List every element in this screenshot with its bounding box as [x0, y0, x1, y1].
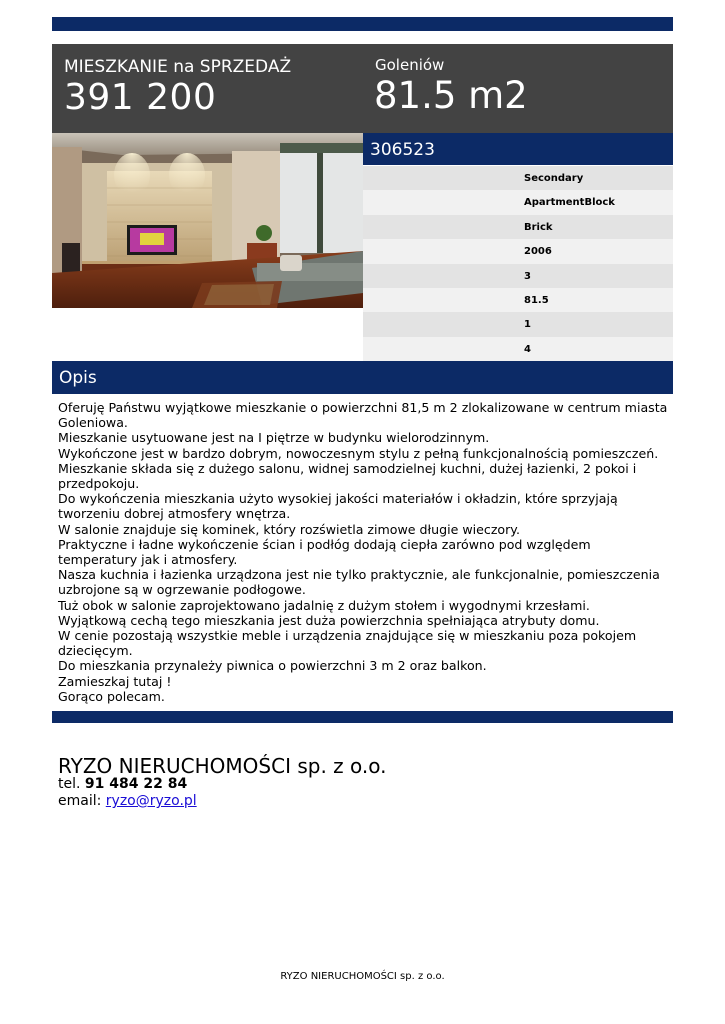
phone-line	[58, 776, 187, 792]
description-line: Praktyczne i ładne wykończenie ścian i podłóg dodają ciepła zarówno pod względem temperatury jak i atmosfery.	[58, 536, 591, 568]
description-heading-bar	[52, 361, 673, 394]
description-line: W salonie znajduje się kominek, który rozświetla zimowe długie wieczory.	[58, 521, 520, 537]
description-line: Mieszkanie składa się z dużego salonu, widnej samodzielnej kuchni, dużej łazienki, 2 pokoi i przedpokoju.	[58, 460, 637, 492]
description-line: Wykończone jest w bardzo dobrym, nowoczesnym stylu z pełną funkcjonalnością pomieszczeń.	[58, 445, 659, 461]
properties-table	[363, 166, 673, 361]
property-value: ApartmentBlock	[524, 197, 615, 209]
area: 81.5 m2	[374, 74, 528, 117]
city: Goleniów	[375, 56, 445, 74]
description-heading: Opis	[59, 368, 97, 388]
property-row	[363, 337, 673, 361]
property-value: Secondary	[524, 173, 584, 184]
email-link[interactable]: ryzo@ryzo.pl	[105, 793, 197, 809]
offer-type: MIESZKANIE na SPRZEDAŻ	[64, 57, 292, 77]
property-row	[363, 215, 673, 239]
property-value: Brick	[524, 221, 553, 233]
description-line: Zamieszkaj tutaj !	[58, 673, 172, 689]
apartment-photo	[52, 133, 363, 308]
property-row	[363, 264, 673, 288]
property-row	[363, 239, 673, 263]
description-line: W cenie pozostają wszystkie meble i urządzenia znajdujące się w mieszkaniu poza pokojem dziecięcym.	[58, 628, 637, 659]
description-line: Tuż obok w salonie zaprojektowano jadalnię z dużym stołem i wygodnymi krzesłami.	[58, 597, 590, 613]
description-text	[58, 400, 670, 704]
description-line: Nasza kuchnia i łazienka urządzona jest nie tylko praktycznie, ale funkcjonalnie, pomieszczenia uzbrojone są w ogrzewanie podłogowe.	[58, 567, 660, 598]
property-value: 2006	[524, 246, 552, 258]
phone-label: tel.	[58, 776, 81, 792]
description-line: Do mieszkania przynależy piwnica o powierzchni 3 m 2 oraz balkon.	[58, 658, 487, 674]
property-row	[363, 312, 673, 336]
description-line: Gorąco polecam.	[58, 688, 165, 704]
phone-number: 91 484 22 84	[84, 776, 188, 792]
company-name: RYZO NIERUCHOMOŚCI sp. z o.o.	[58, 754, 387, 778]
property-row	[363, 190, 673, 214]
listing-id-bar	[363, 133, 673, 165]
description-line: Mieszkanie usytuowane jest na I piętrze w budynku wielorodzinnym.	[58, 430, 490, 446]
listing-id: 306523	[370, 140, 435, 160]
property-row	[363, 288, 673, 312]
top-divider-bar	[52, 17, 673, 31]
page-footer: RYZO NIERUCHOMOŚCI sp. z o.o.	[280, 971, 445, 982]
listing-header	[52, 44, 673, 133]
price: 391 200	[64, 77, 217, 118]
bottom-divider-bar	[52, 711, 673, 723]
description-line: Do wykończenia mieszkania użyto wysokiej jakości materiałów i okładzin, które sprzyjają tworzeniu dobrej atmosfery wnętrza.	[58, 491, 618, 522]
description-line: Oferuję Państwu wyjątkowe mieszkanie o powierzchni 81,5 m 2 zlokalizowane w centrum miasta Goleniowa.	[58, 400, 668, 431]
living-room-image	[52, 133, 363, 308]
property-value: 4	[524, 343, 531, 355]
description-line: Wyjątkową cechą tego mieszkania jest duża powierzchnia spełniająca atrybuty domu.	[58, 612, 600, 628]
email-label: email:	[58, 793, 102, 809]
property-row	[363, 166, 673, 190]
property-value: 3	[524, 270, 531, 282]
property-value: 81.5	[524, 294, 549, 306]
email-line	[58, 793, 197, 809]
property-value: 1	[524, 319, 531, 331]
